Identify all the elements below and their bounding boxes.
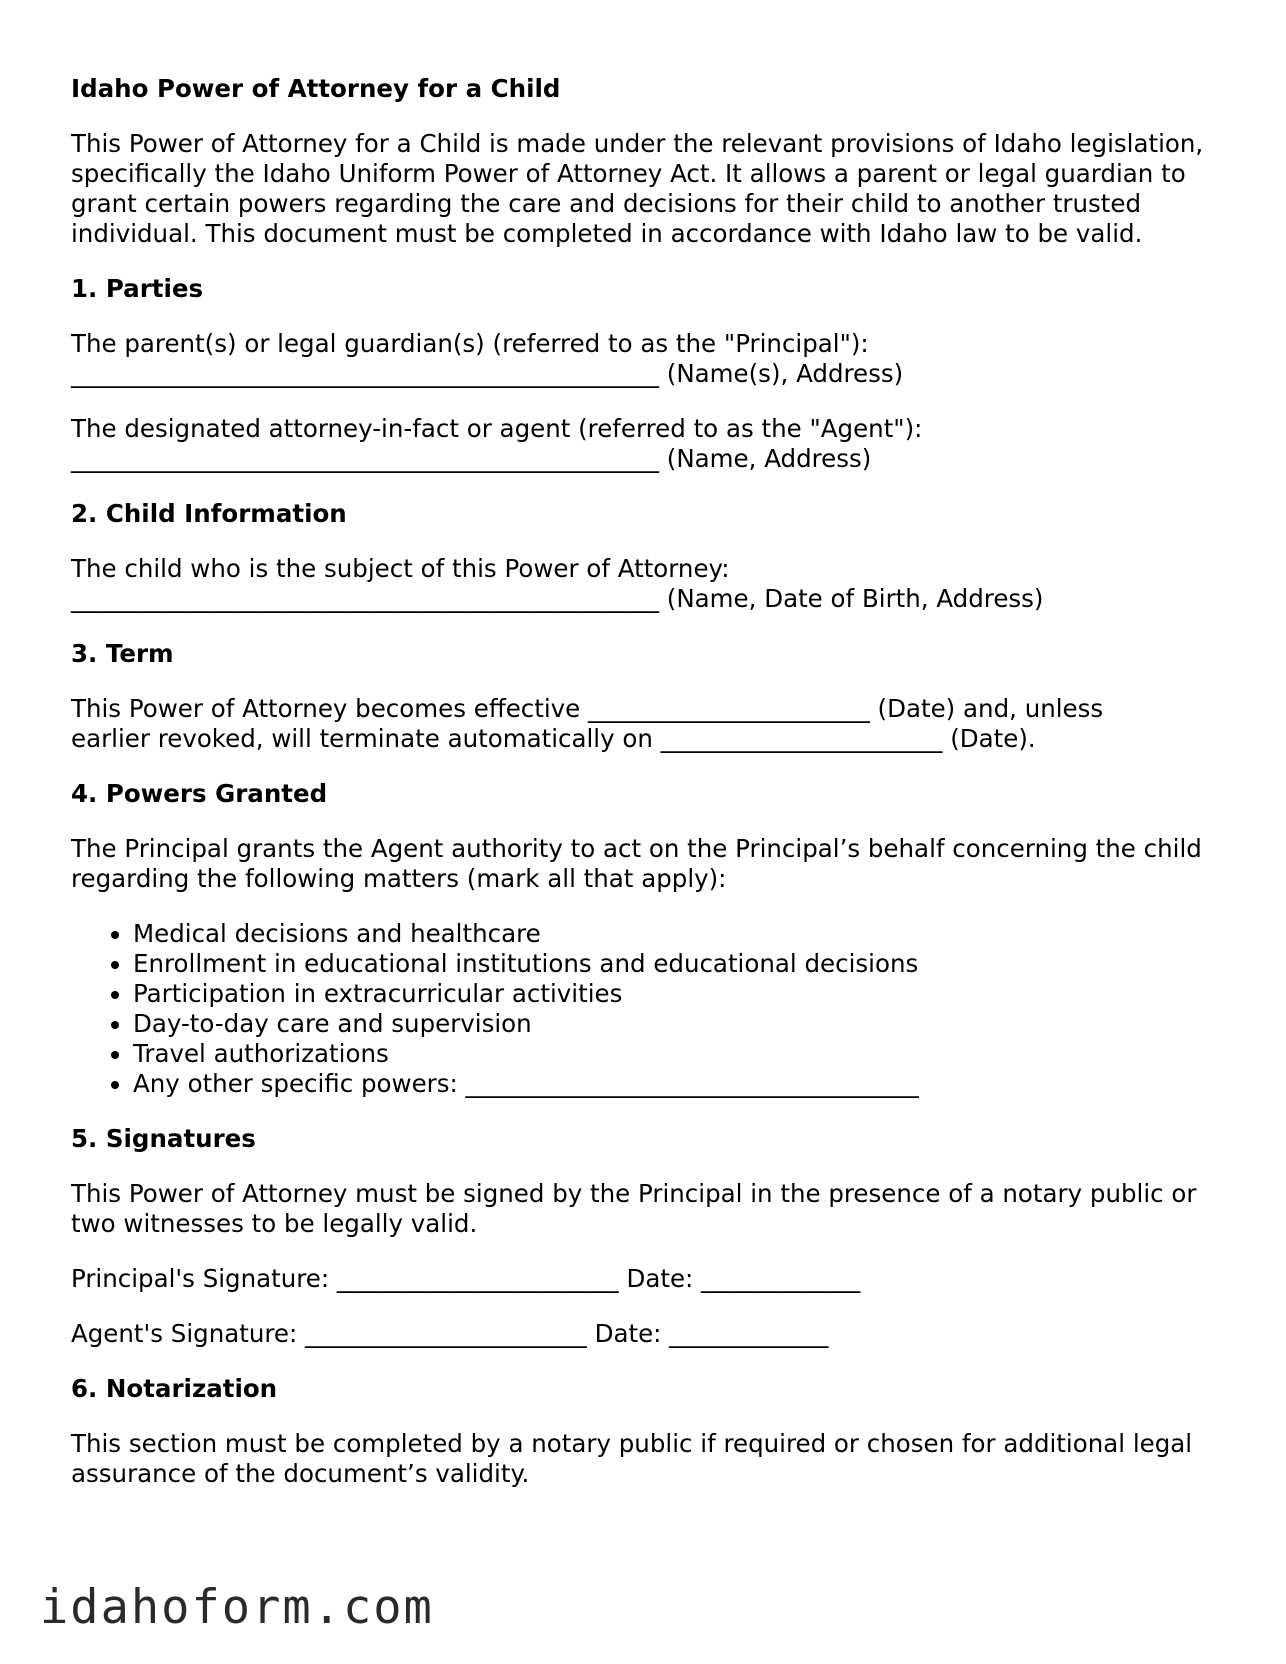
powers-heading: 4. Powers Granted bbox=[71, 779, 328, 808]
notarization-text: This section must be completed by a notary public if required or chosen for additional legal assurance of the document’s validity. bbox=[71, 1429, 1193, 1488]
document-body bbox=[71, 74, 1221, 1489]
principal-block bbox=[71, 329, 1221, 389]
child-field[interactable]: ________________________________________________ (Name, Date of Birth, Address) bbox=[71, 584, 1044, 613]
principal-field[interactable]: ________________________________________________ (Name(s), Address) bbox=[71, 359, 904, 388]
term-block bbox=[71, 694, 1221, 754]
principal-signature-line[interactable]: Principal's Signature: _______________________ Date: _____________ bbox=[71, 1264, 861, 1293]
power-item-daycare[interactable]: • Day-to-day care and supervision bbox=[133, 1009, 1221, 1039]
agent-field[interactable]: ________________________________________________ (Name, Address) bbox=[71, 444, 872, 473]
term-terminate-line[interactable]: earlier revoked, will terminate automatically on _______________________ (Date). bbox=[71, 724, 1036, 753]
powers-text: The Principal grants the Agent authority to act on the Principal’s behalf concerning the child regarding the following matters (mark all that apply): bbox=[71, 834, 1202, 893]
term-effective-line[interactable]: This Power of Attorney becomes effective _______________________ (Date) and, unless bbox=[71, 694, 1104, 723]
powers-list bbox=[71, 919, 1221, 1099]
principal-label: The parent(s) or legal guardian(s) (referred to as the "Principal"): bbox=[71, 329, 869, 358]
power-item-other[interactable]: • Any other specific powers: _____________________________________ bbox=[133, 1069, 1221, 1099]
term-heading: 3. Term bbox=[71, 639, 174, 668]
child-block bbox=[71, 554, 1221, 614]
agent-block bbox=[71, 414, 1221, 474]
watermark-text: idahoform.com bbox=[40, 1580, 434, 1635]
power-item-extracurricular[interactable]: • Participation in extracurricular activities bbox=[133, 979, 1221, 1009]
child-label: The child who is the subject of this Power of Attorney: bbox=[71, 554, 730, 583]
signatures-text: This Power of Attorney must be signed by the Principal in the presence of a notary public or two witnesses to be legally valid. bbox=[71, 1179, 1197, 1238]
document-title: Idaho Power of Attorney for a Child bbox=[71, 74, 561, 103]
signatures-heading: 5. Signatures bbox=[71, 1124, 256, 1153]
agent-signature-line[interactable]: Agent's Signature: _______________________ Date: _____________ bbox=[71, 1319, 829, 1348]
child-heading: 2. Child Information bbox=[71, 499, 347, 528]
power-item-medical[interactable]: • Medical decisions and healthcare bbox=[133, 919, 1221, 949]
power-item-travel[interactable]: • Travel authorizations bbox=[133, 1039, 1221, 1069]
parties-heading: 1. Parties bbox=[71, 274, 204, 303]
intro-paragraph: This Power of Attorney for a Child is made under the relevant provisions of Idaho legislation, specifically the Idaho Uniform Power of Attorney Act. It allows a parent or legal guardian to grant certain powers regarding the care and decisions for their child to another trusted individual. This document must be completed in accordance with Idaho law to be valid. bbox=[71, 129, 1204, 248]
notarization-heading: 6. Notarization bbox=[71, 1374, 278, 1403]
agent-label: The designated attorney-in-fact or agent (referred to as the "Agent"): bbox=[71, 414, 923, 443]
power-item-education[interactable]: • Enrollment in educational institutions and educational decisions bbox=[133, 949, 1221, 979]
